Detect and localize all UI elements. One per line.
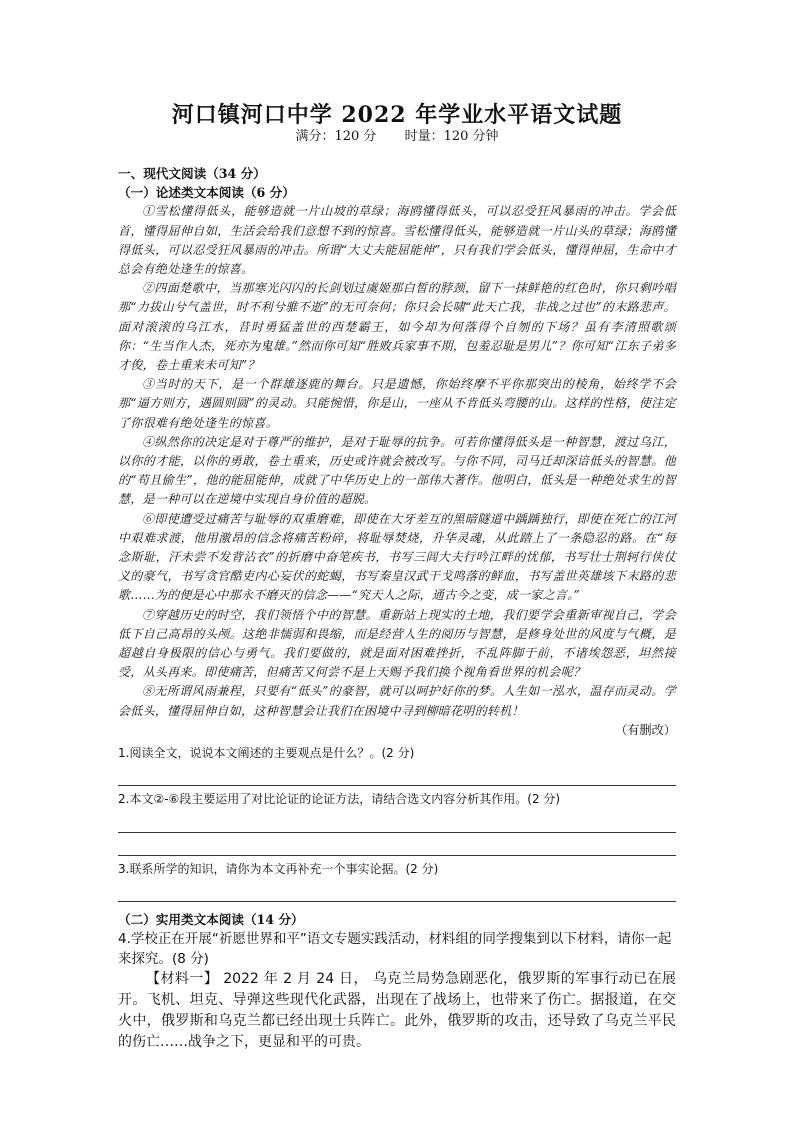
material-1: 【材料一】 2022 年 2 月 24 日， 乌克兰局势急剧恶化，俄罗斯的军事行动已在展开。飞机、坦克、导弹这些现代化武器，出现在了战场上，也带来了伤亡。据报道，在交火中，俄罗斯和乌克兰都已经出现士兵阵亡。此外，俄罗斯的攻击，还导致了乌克兰平民的伤亡……战争之下，更显和平的可贵。 xyxy=(118,970,676,1050)
answer-line-2a[interactable] xyxy=(118,810,676,833)
full-score: 满分：120 分 xyxy=(295,129,377,144)
exam-content xyxy=(118,164,676,1053)
section1-heading: 一、现代文阅读（34 分） xyxy=(118,166,266,181)
question-4: 4.学校正在开展“祈愿世界和平”语文专题实践活动，材料组的同学搜集到以下材料，请你一起来探究。(8 分) xyxy=(118,930,672,967)
answer-line-1[interactable] xyxy=(118,763,676,786)
question-2: 2.本文②-⑥段主要运用了对比论证的论证方法，请结合选文内容分析其作用。(2 分) xyxy=(118,792,561,807)
exam-subtitle xyxy=(0,125,794,144)
question-3: 3.联系所学的知识，请你为本文再补充一个事实论据。(2 分) xyxy=(118,861,439,876)
passage-paragraph-8: ⑧无所谓风雨兼程，只要有“低头”的豪智，就可以呵护好你的梦。人生如一泓水，温存而灵动。学会低头，懂得屈伸自如，这种智慧会让我们在困境中寻到柳暗花明的转机！ xyxy=(118,684,676,718)
question-1: 1.阅读全文，说说本文阐述的主要观点是什么？。(2 分) xyxy=(118,746,415,761)
exam-time: 时量：120 分钟 xyxy=(404,129,499,144)
source-note: （有删改） xyxy=(615,722,676,737)
passage-paragraph-1: ①雪松懂得低头，能够造就一片山坡的草绿；海鸥懂得低头，可以忍受狂风暴雨的冲击。学会低首，懂得屈伸自如，生活会给我们意想不到的惊喜。雪松懂得低头，能够造就一片山头的草绿；海鸥懂得低头，可以忍受狂风暴雨的冲击。所谓“大丈夫能屈能伸”，只有我们学会低头，懂得伸屈，生命中才总会有绝处逢生的惊喜。 xyxy=(118,204,676,277)
passage-paragraph-7: ⑦穿越历史的时空，我们领悟个中的智慧。重新站上现实的土地，我们要学会重新审视自己，学会低下自己高昂的头颅。这绝非懦弱和畏缩，而是经营人生的阅历与智慧，是修身处世的风度与气概，是超越自身极限的信心与勇气。我们要做的，就是面对困难挫折，不乱阵脚于前，不诸埃怨恶，坦然接受，从头再来。即使痛苦，但痛苦又何尝不是上天赐予我们换个视角看世界的机会呢？ xyxy=(118,607,676,680)
answer-line-2b[interactable] xyxy=(118,833,676,856)
answer-line-3[interactable] xyxy=(118,879,676,902)
section2-heading: （二）实用类文本阅读（14 分） xyxy=(118,911,304,927)
passage-paragraph-6: ⑥即使遭受过痛苦与耻辱的双重磨难，即使在大牙差互的黑暗隧道中踽踽独行，即使在死亡的江河中艰难求渡，他用激昂的信念将痛苦粉碎，将耻辱焚烧，升华灵魂，从此踏上了一条隐忍的路。在“每念斯耻，汗未尝不发背沾衣”的折磨中奋笔疾书，书写三闾大夫行吟江畔的忧郁，书写壮士荆轲行侠仗义的豪气，书写贪官酷吏内心妄伏的蛇蝎，书写秦皇汉武干戈鸣落的鲜血，书写盖世英雄垓下末路的悲歌……为的便是心中那永不磨灭的信念——“究天人之际，通古今之变，成一家之言。” xyxy=(118,511,676,603)
section1-sub1-heading: （一）论述类文本阅读（6 分） xyxy=(118,185,295,201)
exam-title: 河口镇河口中学 2022 年学业水平语文试题 xyxy=(171,102,623,128)
passage-paragraph-3: ③当时的天下，是一个群雄逐鹿的舞台。只是遗憾，你始终摩不平你那突出的棱角，始终学不会那“逼方则方，遇圆则圆”的灵动。只能惋惜，你是山，一座从不肯低头弯腰的山。这样的性格，使注定了你很难有绝处逢生的惊喜。 xyxy=(118,377,676,430)
passage-paragraph-4: ④纵然你的决定是对于尊严的维护，是对于耻辱的抗争。可若你懂得低头是一种智慧，渡过乌江，以你的才能，以你的勇敢，卷土重来，历史或许就会被改写。与你不同，司马迁却深谙低头的智慧。他的“苟且偷生”，他的能屈能伸，成就了中华历史上的一部伟大著作。他明白，低头是一种绝处求生的智慧，是一种可以在逆境中实现自身价值的超脱。 xyxy=(118,434,676,507)
passage-paragraph-2: ②四面楚歌中，当那寒光闪闪的长剑划过虞姬那白皙的脖颈，留下一抹鲜艳的红色时，你只剩吟唱那“力拔山兮气盖世，时不利兮骓不逝”的无可奈何；你只会长啸“此天亡我，非战之过也”的末路悲声。面对滚滚的乌江水，昔时勇猛盖世的西楚霸王，如今却为何落得个自刎的下场？虽有李清照歌颂你：“生当作人杰，死亦为鬼雄。”然而你可知“胜败兵家事不期，包羞忍耻是男儿”？你可知“江东子弟多才俊，卷土重来未可知”？ xyxy=(118,281,676,373)
